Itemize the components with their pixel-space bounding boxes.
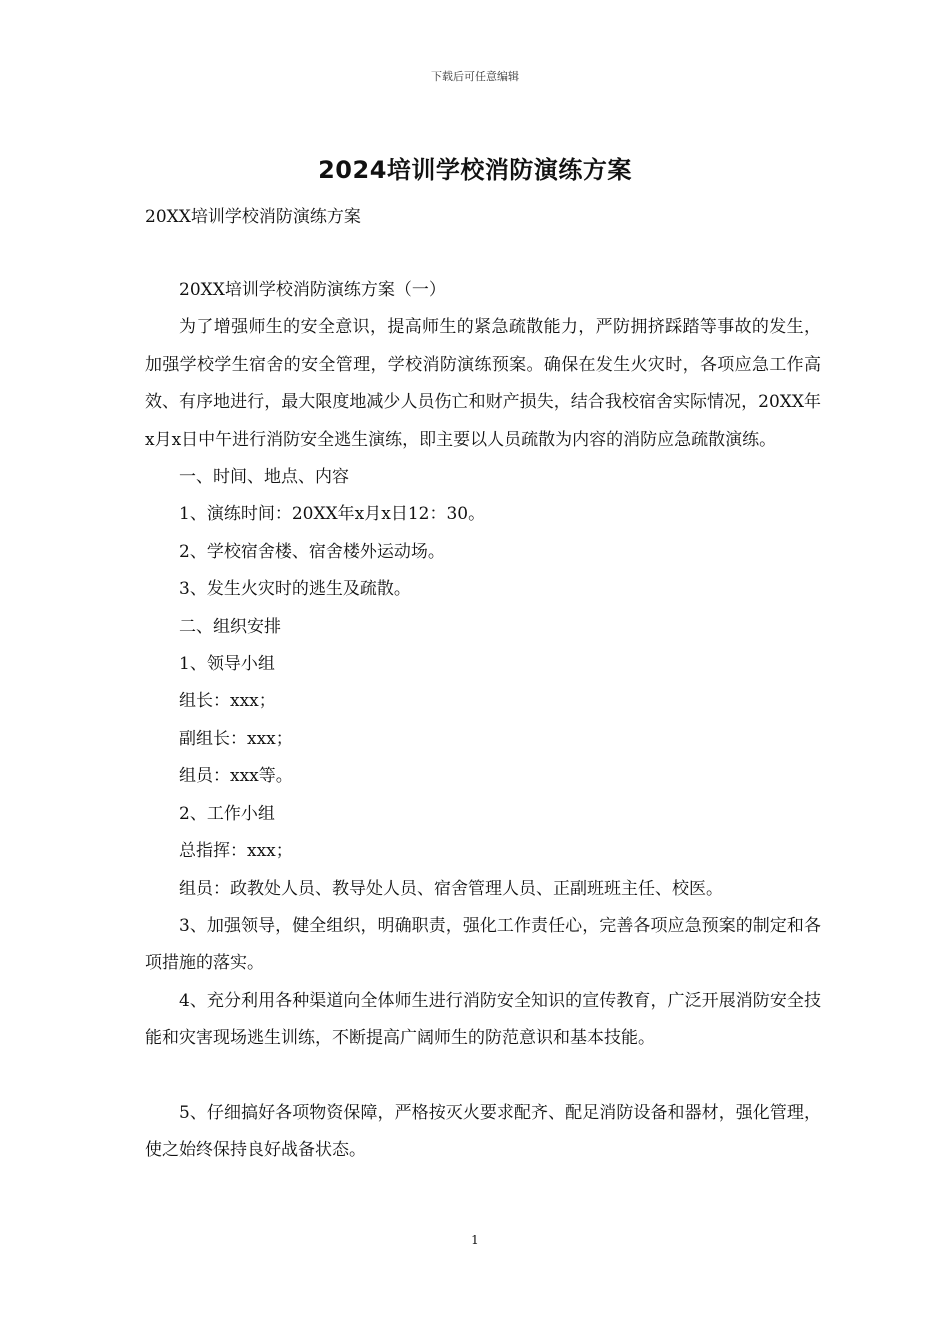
list-item: 2、学校宿舍楼、宿舍楼外运动场。 (179, 541, 445, 562)
document-body (145, 272, 821, 1169)
section-heading: 二、组织安排 (179, 616, 281, 637)
body-paragraph: 5、仔细搞好各项物资保障，严格按灭火要求配齐、配足消防设备和器材，强化管理，使之始终保持良好战备状态。 (145, 1102, 821, 1160)
page-number: 1 (471, 1233, 479, 1247)
list-item: 组长：xxx； (179, 691, 276, 712)
list-item: 1、演练时间：20XX年x月x日12：30。 (179, 504, 486, 525)
header-note: 下载后可任意编辑 (431, 70, 519, 83)
intro-paragraph: 为了增强师生的安全意识，提高师生的紧急疏散能力，严防拥挤踩踏等事故的发生，加强学校学生宿舍的安全管理，学校消防演练预案。确保在发生火灾时，各项应急工作高效、有序地进行，最大限度地减少人员伤亡和财产损失，结合我校宿舍实际情况，20XX年x月x日中午进行消防安全逃生演练，即主要以人员疏散为内容的消防应急疏散演练。 (145, 317, 821, 450)
list-item: 组员：xxx等。 (179, 766, 293, 787)
body-paragraph: 3、加强领导，健全组织，明确职责，强化工作责任心，完善各项应急预案的制定和各项措施的落实。 (145, 915, 821, 974)
list-item: 总指挥：xxx； (179, 841, 293, 862)
document-subtitle: 20XX培训学校消防演练方案 (145, 207, 361, 227)
list-item: 副组长：xxx； (179, 728, 293, 749)
body-paragraph: 4、充分利用各种渠道向全体师生进行消防安全知识的宣传教育，广泛开展消防安全技能和灾害现场逃生训练，不断提高广阔师生的防范意识和基本技能。 (145, 990, 821, 1049)
section-heading: 一、时间、地点、内容 (179, 467, 349, 488)
list-item: 1、领导小组 (179, 654, 275, 675)
list-item: 3、发生火灾时的逃生及疏散。 (179, 579, 411, 600)
list-item: 组员：政教处人员、教导处人员、宿舍管理人员、正副班班主任、校医。 (179, 878, 723, 899)
list-item: 2、工作小组 (179, 803, 275, 824)
document-title: 2024培训学校消防演练方案 (318, 156, 632, 184)
section-heading: 20XX培训学校消防演练方案（一） (179, 280, 446, 300)
